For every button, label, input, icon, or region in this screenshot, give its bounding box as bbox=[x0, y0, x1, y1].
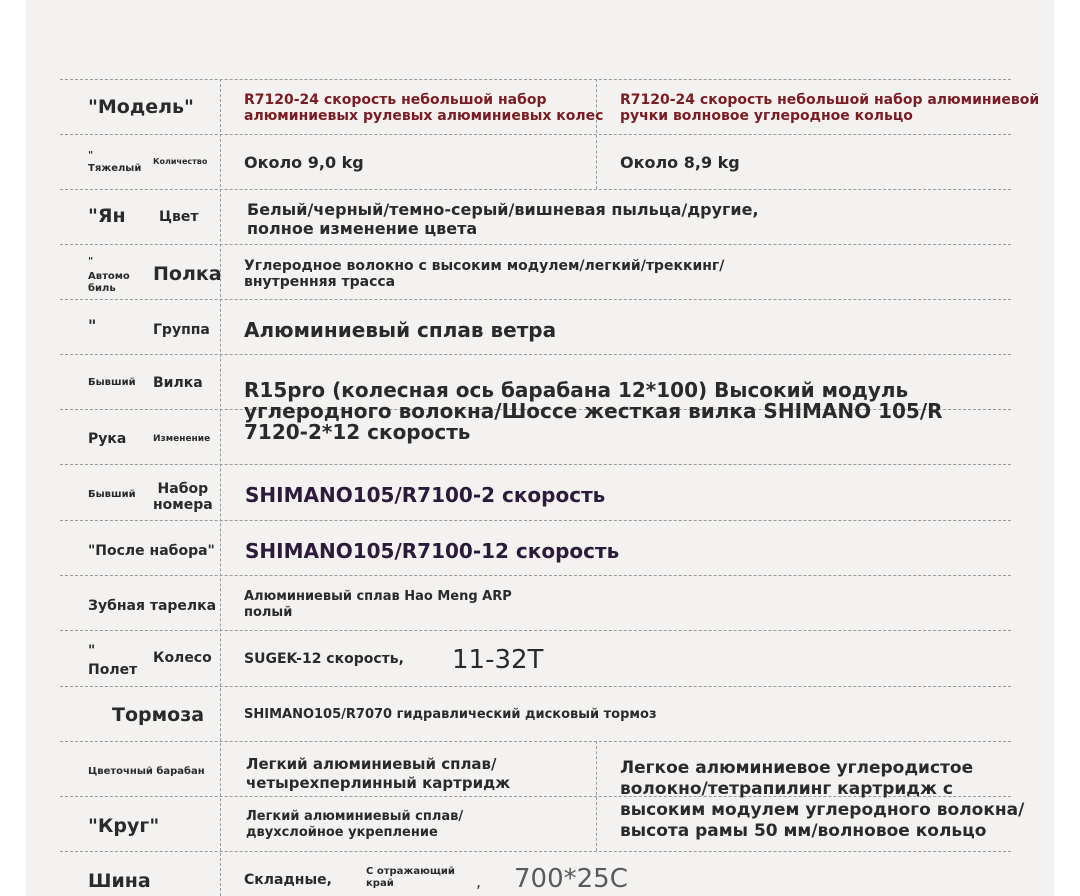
tire-value-big: 700*25C bbox=[514, 864, 628, 894]
weight-value-a: Около 9,0 kg bbox=[244, 153, 364, 172]
frame-value-line1: Углеродное волокно с высоким модулем/легкий/треккинг/ bbox=[244, 258, 725, 274]
tire-comma: , bbox=[476, 872, 482, 891]
rim-value-a-line1: Легкий алюминиевый сплав/ bbox=[246, 809, 464, 824]
hub-label: Цветочный барабан bbox=[88, 766, 205, 777]
flywheel-label-right: Колесо bbox=[153, 650, 212, 666]
row-divider bbox=[60, 299, 1011, 300]
brake-value: SHIMANO105/R7070 гидравлический дисковый тормоз bbox=[244, 707, 657, 722]
row-divider bbox=[60, 575, 1011, 576]
hub-value-b-line4: высота рамы 50 мм/волновое кольцо bbox=[620, 821, 987, 841]
frame-value bbox=[244, 258, 724, 290]
row-divider bbox=[60, 741, 1011, 742]
weight-label-small: Количество bbox=[153, 157, 208, 166]
flywheel-value: SUGEK-12 скорость, bbox=[244, 651, 404, 667]
column-divider bbox=[596, 741, 597, 851]
row-divider bbox=[60, 630, 1011, 631]
color-value bbox=[247, 200, 759, 238]
group-label: Группа bbox=[153, 322, 210, 338]
rim-value-a bbox=[246, 809, 463, 841]
crankset-value-line1: Алюминиевый сплав Hao Meng ARP bbox=[244, 589, 512, 604]
hub-value-b-line2: волокно/тетрапилинг картридж с bbox=[620, 779, 953, 799]
frame-label-mark: " bbox=[88, 256, 94, 267]
fork-label-left: Бывший bbox=[88, 377, 136, 388]
model-value-b-line2: ручки волновое углеродное кольцо bbox=[620, 108, 913, 124]
fork-value-line1: R15pro (колесная ось барабана 12*100) Высокий модуль bbox=[244, 378, 909, 402]
row-divider bbox=[60, 244, 1011, 245]
row-divider bbox=[60, 686, 1011, 687]
hub-value-a bbox=[246, 755, 510, 793]
hub-value-a-line2: четырехперлинный картридж bbox=[246, 774, 511, 792]
rim-value-a-line2: двухслойное укрепление bbox=[246, 825, 438, 840]
rear-derailleur-label: "После набора" bbox=[88, 543, 215, 559]
hub-value-b bbox=[620, 758, 1024, 842]
frame-label-big: Полка bbox=[153, 263, 222, 285]
crankset-value bbox=[244, 589, 512, 621]
row-divider bbox=[60, 79, 1011, 80]
flywheel-label-mark: " bbox=[88, 643, 96, 659]
fork-label2-left: Рука bbox=[88, 431, 127, 447]
fork-value-line3: 7120-2*12 скорость bbox=[244, 420, 471, 444]
model-value-a-line1: R7120-24 скорость небольшой набор bbox=[244, 92, 547, 108]
hub-value-b-line3: высоким модулем углеродного волокна/ bbox=[620, 800, 1025, 820]
group-label-mark: " bbox=[88, 316, 97, 335]
tire-small-line1: С отражающий bbox=[366, 866, 455, 877]
rear-derailleur-value: SHIMANO105/R7100-12 скорость bbox=[245, 539, 620, 563]
group-value: Алюминиевый сплав ветра bbox=[244, 318, 557, 342]
brake-label: Тормоза bbox=[112, 704, 205, 726]
weight-label: Тяжелый bbox=[88, 163, 142, 174]
front-derailleur-label-left: Бывший bbox=[88, 489, 136, 500]
fork-label-right: Вилка bbox=[153, 375, 203, 391]
spec-sheet bbox=[26, 0, 1054, 896]
crankset-value-line2: полый bbox=[244, 605, 293, 620]
model-label: "Модель" bbox=[88, 96, 194, 118]
row-divider bbox=[60, 851, 1011, 852]
model-value-a bbox=[244, 92, 603, 124]
fork-label2-right: Изменение bbox=[153, 434, 211, 444]
rim-label: "Круг" bbox=[88, 815, 160, 837]
fork-value bbox=[244, 380, 943, 443]
row-divider bbox=[60, 189, 1011, 190]
column-divider bbox=[220, 79, 221, 896]
frame-label-line2: биль bbox=[88, 283, 116, 294]
fork-value-line2: углеродного волокна/Шоссе жесткая вилка SHIMANO 105/R bbox=[244, 399, 943, 423]
front-derailleur-label-line2: номера bbox=[153, 497, 213, 513]
model-value-a-line2: алюминиевых рулевых алюминиевых колес bbox=[244, 108, 604, 124]
weight-value-b: Около 8,9 kg bbox=[620, 153, 740, 172]
front-derailleur-label-right bbox=[153, 481, 213, 513]
color-value-line1: Белый/черный/темно-серый/вишневая пыльца/другие, bbox=[247, 200, 759, 219]
hub-value-a-line1: Легкий алюминиевый сплав/ bbox=[246, 755, 497, 773]
row-divider bbox=[60, 354, 1011, 355]
front-derailleur-value: SHIMANO105/R7100-2 скорость bbox=[245, 483, 606, 507]
color-value-line2: полное изменение цвета bbox=[247, 219, 478, 238]
frame-label-line1: Автомо bbox=[88, 271, 130, 282]
row-divider bbox=[60, 134, 1011, 135]
row-divider bbox=[60, 520, 1011, 521]
model-value-b-line1: R7120-24 скорость небольшой набор алюминиевой bbox=[620, 92, 1040, 108]
frame-value-line2: внутренняя трасса bbox=[244, 274, 396, 290]
flywheel-label: Полет bbox=[88, 662, 138, 678]
tire-label: Шина bbox=[88, 870, 151, 892]
hub-value-b-line1: Легкое алюминиевое углеродистое bbox=[620, 758, 974, 778]
weight-label-mark: " bbox=[88, 150, 94, 161]
row-divider bbox=[60, 464, 1011, 465]
crankset-label: Зубная тарелка bbox=[88, 598, 217, 614]
flywheel-value-big: 11-32T bbox=[452, 645, 544, 675]
front-derailleur-label-line1: Набор bbox=[157, 481, 209, 497]
model-value-b bbox=[620, 92, 1039, 124]
tire-small-line2: край bbox=[366, 878, 394, 889]
color-label-left: "Ян bbox=[88, 205, 126, 227]
color-label-right: Цвет bbox=[159, 209, 199, 225]
tire-small-note bbox=[366, 866, 455, 890]
tire-value: Складные, bbox=[244, 872, 332, 888]
